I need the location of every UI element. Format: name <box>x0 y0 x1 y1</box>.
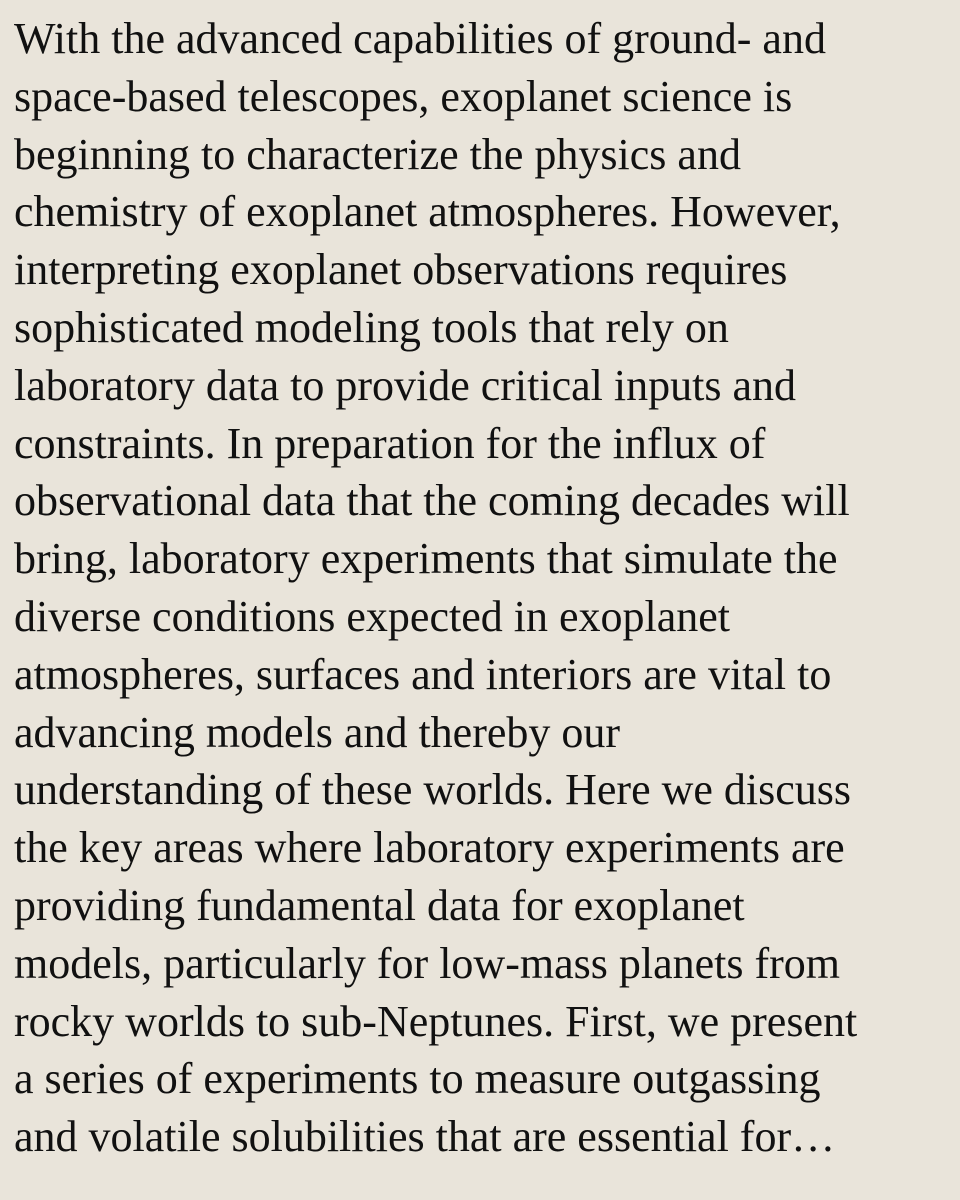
text-line: beginning to characterize the physics and <box>14 129 741 179</box>
text-line: constraints. In preparation for the influx of <box>14 418 766 468</box>
text-line: the key areas where laboratory experiments are <box>14 823 845 873</box>
text-line: interpreting exoplanet observations requires <box>14 245 788 295</box>
text-line: bring, laboratory experiments that simulate the <box>14 534 838 584</box>
text-line: space-based telescopes, exoplanet science is <box>14 71 793 121</box>
text-line: rocky worlds to sub-Neptunes. First, we present <box>14 996 858 1046</box>
text-line: observational data that the coming decades will <box>14 476 850 526</box>
text-line: models, particularly for low-mass planets from <box>14 938 841 988</box>
text-line: a series of experiments to measure outgassing <box>14 1054 821 1104</box>
text-line: understanding of these worlds. Here we discuss <box>14 765 852 815</box>
text-line: atmospheres, surfaces and interiors are vital to <box>14 649 832 699</box>
text-line: advancing models and thereby our <box>14 707 621 757</box>
text-line: diverse conditions expected in exoplanet <box>14 591 730 641</box>
text-line: providing fundamental data for exoplanet <box>14 880 745 930</box>
text-line: chemistry of exoplanet atmospheres. However, <box>14 187 841 237</box>
text-line: With the advanced capabilities of ground- and <box>14 14 826 63</box>
text-line: sophisticated modeling tools that rely on <box>14 302 729 352</box>
text-line: and volatile solubilities that are essential for… <box>14 1112 836 1162</box>
text-line: laboratory data to provide critical inputs and <box>14 360 796 410</box>
